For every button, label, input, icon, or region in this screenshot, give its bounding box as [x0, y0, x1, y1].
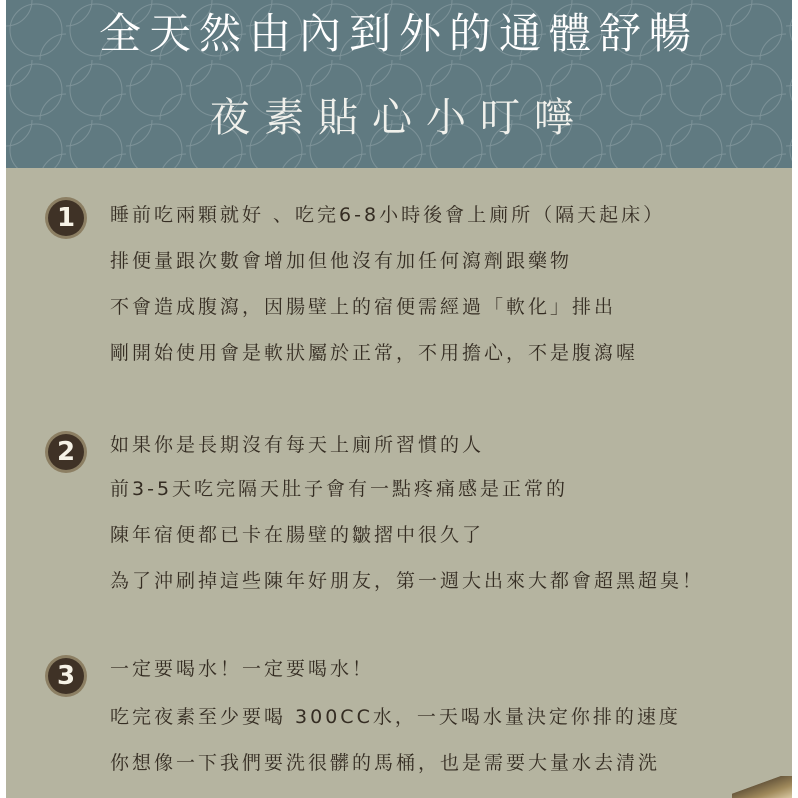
tip-line: 你想像一下我們要洗很髒的馬桶，也是需要大量水去清洗	[110, 752, 661, 774]
tip-line: 睡前吃兩顆就好 、吃完6-8小時後會上廁所（隔天起床）	[110, 204, 666, 226]
header-banner	[6, 0, 792, 168]
tip-line: 排便量跟次數會增加但他沒有加任何瀉劑跟藥物	[110, 250, 573, 272]
tip-line: 吃完夜素至少要喝 300CC水，一天喝水量決定你排的速度	[110, 706, 681, 728]
number-badge-3: 3	[48, 658, 84, 694]
page-title: 全天然由內到外的通體舒暢	[98, 9, 699, 58]
page-subtitle: 夜素貼心小叮嚀	[210, 95, 588, 141]
tip-line: 陳年宿便都已卡在腸壁的皺摺中很久了	[110, 524, 485, 546]
tip-line: 如果你是長期沒有每天上廁所習慣的人	[110, 434, 485, 456]
number-badge-1: 1	[48, 200, 84, 236]
tips-panel	[6, 168, 792, 798]
number-badge-2: 2	[48, 434, 84, 470]
tip-line: 為了沖刷掉這些陳年好朋友，第一週大出來大都會超黑超臭！	[110, 570, 705, 592]
corner-decoration	[732, 776, 792, 798]
tip-line: 前3-5天吃完隔天肚子會有一點疼痛感是正常的	[110, 478, 569, 500]
tip-line: 不會造成腹瀉，因腸壁上的宿便需經過「軟化」排出	[110, 296, 617, 318]
tip-line: 剛開始使用會是軟狀屬於正常，不用擔心，不是腹瀉喔	[110, 342, 639, 364]
tip-line: 一定要喝水！一定要喝水！	[110, 658, 375, 680]
